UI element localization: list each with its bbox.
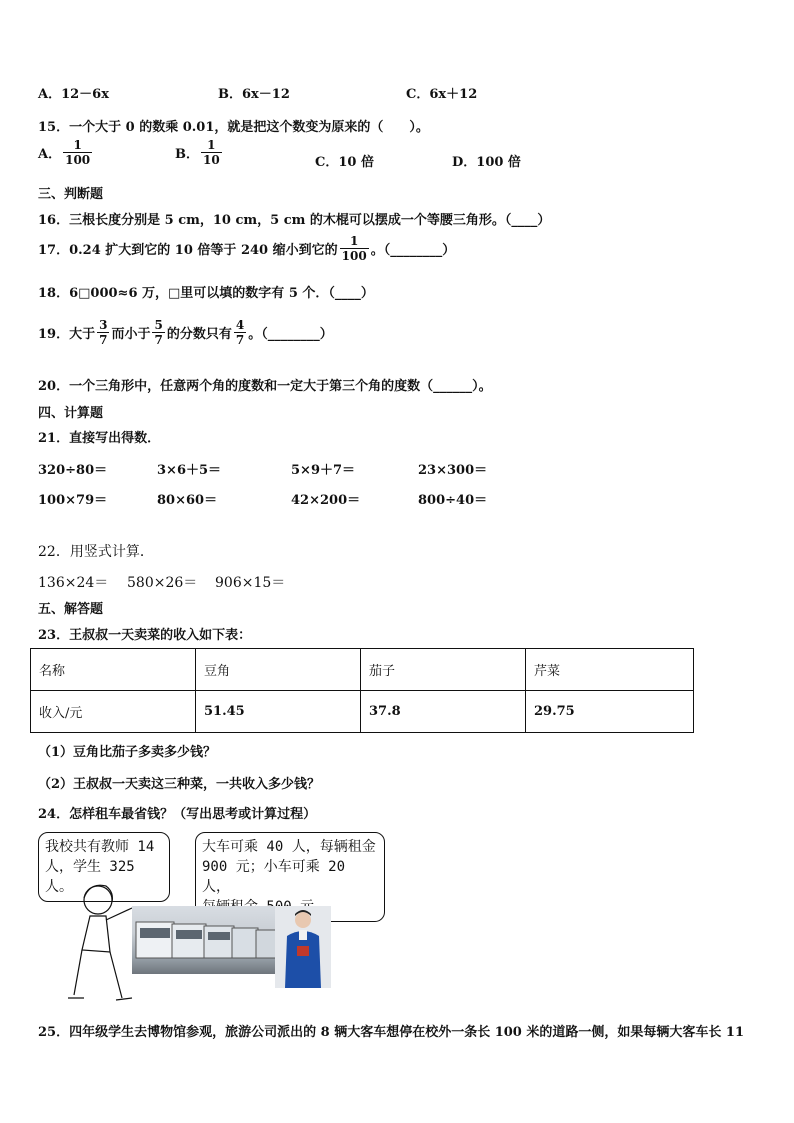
q15-option-b-label: B．	[175, 147, 199, 162]
q22-item: 136×24＝	[38, 575, 109, 591]
q15-option-b	[175, 138, 224, 167]
fraction-denominator: 100	[341, 249, 367, 263]
q21-item: 3×6＋5＝	[157, 463, 222, 478]
table-cell: 29.75	[526, 691, 694, 733]
income-table	[30, 648, 694, 733]
q17-text	[38, 234, 455, 263]
q23-title: 23．王叔叔一天卖菜的收入如下表：	[38, 628, 252, 643]
fraction	[152, 318, 164, 347]
q19-text	[38, 318, 333, 347]
q22-item: 906×15＝	[215, 575, 286, 591]
bubble-line: 900 元；小车可乘 20 人，	[202, 859, 346, 895]
q20-text: 20．一个三角形中，任意两个角的度数和一定大于第三个角的度数（______）。	[38, 379, 492, 394]
q18-text: 18．6□000≈6 万，□里可以填的数字有 5 个．（____）	[38, 286, 374, 301]
q14-option-a: A．12－6x	[38, 87, 109, 102]
q22-title: 22．用竖式计算．	[38, 544, 154, 560]
fraction	[63, 138, 92, 167]
bus-row-icon	[132, 906, 278, 974]
fraction-numerator: 1	[349, 234, 359, 248]
buses-photo	[132, 906, 278, 974]
q21-item: 42×200＝	[291, 493, 361, 508]
fraction	[234, 318, 246, 347]
section-3-heading: 三、判断题	[38, 187, 104, 202]
q15-option-a-label: A．	[38, 147, 62, 162]
table-cell: 豆角	[196, 649, 361, 691]
section-4-heading: 四、计算题	[38, 406, 104, 421]
table-row	[31, 691, 694, 733]
q15-option-c: C．10 倍	[315, 155, 374, 170]
table-cell: 茄子	[361, 649, 526, 691]
fraction-numerator: 3	[99, 318, 108, 332]
fraction-denominator: 7	[99, 333, 108, 347]
fraction	[97, 318, 109, 347]
q15-text: 15．一个大于 0 的数乘 0.01，就是把这个数变为原来的（ ）。	[38, 120, 429, 135]
q19-mid2: 的分数只有	[166, 327, 232, 342]
bubble-line: 大车可乘 40 人，每辆租金	[202, 839, 376, 855]
table-cell: 收入/元	[31, 691, 196, 733]
teacher-cartoon-illustration	[60, 880, 140, 1005]
q19-pre: 19．大于	[38, 327, 96, 342]
bubble-line: 我校共有教师 14	[45, 839, 155, 855]
fraction-numerator: 1	[207, 138, 216, 152]
q16-text: 16．三根长度分别是 5 cm，10 cm，5 cm 的木棍可以摆成一个等腰三角形。（____）	[38, 213, 551, 228]
table-cell: 芹菜	[526, 649, 694, 691]
q14-option-b: B．6x－12	[218, 87, 290, 102]
fraction-denominator: 7	[154, 333, 163, 347]
fraction-numerator: 5	[154, 318, 163, 332]
q17-pre: 17．0.24 扩大到它的 10 倍等于 240 缩小到它的	[38, 243, 338, 258]
q21-item: 800÷40＝	[418, 493, 488, 508]
q15-option-a	[38, 138, 94, 167]
table-row	[31, 649, 694, 691]
q23-sub2: （2）王叔叔一天卖这三种菜，一共收入多少钱？	[38, 777, 321, 792]
q25-text: 25．四年级学生去博物馆参观，旅游公司派出的 8 辆大客车想停在校外一条长 100 米的道路一侧，如果每辆大客车长 11	[38, 1025, 744, 1040]
table-cell: 37.8	[361, 691, 526, 733]
q17-post: 。（________）	[370, 243, 456, 258]
q22-item: 580×26＝	[127, 575, 198, 591]
q21-item: 80×60＝	[157, 493, 218, 508]
person-icon	[275, 906, 331, 988]
section-5-heading: 五、解答题	[38, 602, 104, 617]
q21-item: 100×79＝	[38, 493, 108, 508]
q15-option-d: D．100 倍	[452, 155, 521, 170]
q21-item: 23×300＝	[418, 463, 488, 478]
q21-item: 5×9＋7＝	[291, 463, 356, 478]
q14-option-c: C．6x＋12	[406, 87, 478, 102]
table-cell: 51.45	[196, 691, 361, 733]
fraction-denominator: 10	[203, 153, 220, 167]
fraction	[340, 234, 369, 263]
q24-title: 24．怎样租车最省钱？（写出思考或计算过程）	[38, 807, 317, 822]
bubble-line: 人，学生 325 人。	[45, 859, 135, 895]
fraction	[201, 138, 222, 167]
q23-sub1: （1）豆角比茄子多卖多少钱？	[38, 745, 217, 760]
fraction-numerator: 1	[73, 138, 82, 152]
hostess-photo	[275, 906, 331, 988]
fraction-denominator: 7	[235, 333, 245, 347]
q21-item: 320÷80＝	[38, 463, 108, 478]
q19-mid1: 而小于	[111, 327, 151, 342]
table-cell: 名称	[31, 649, 196, 691]
fraction-denominator: 100	[65, 153, 91, 167]
q19-post: 。（________）	[248, 327, 333, 342]
q21-title: 21．直接写出得数．	[38, 431, 161, 446]
fraction-numerator: 4	[235, 318, 245, 332]
